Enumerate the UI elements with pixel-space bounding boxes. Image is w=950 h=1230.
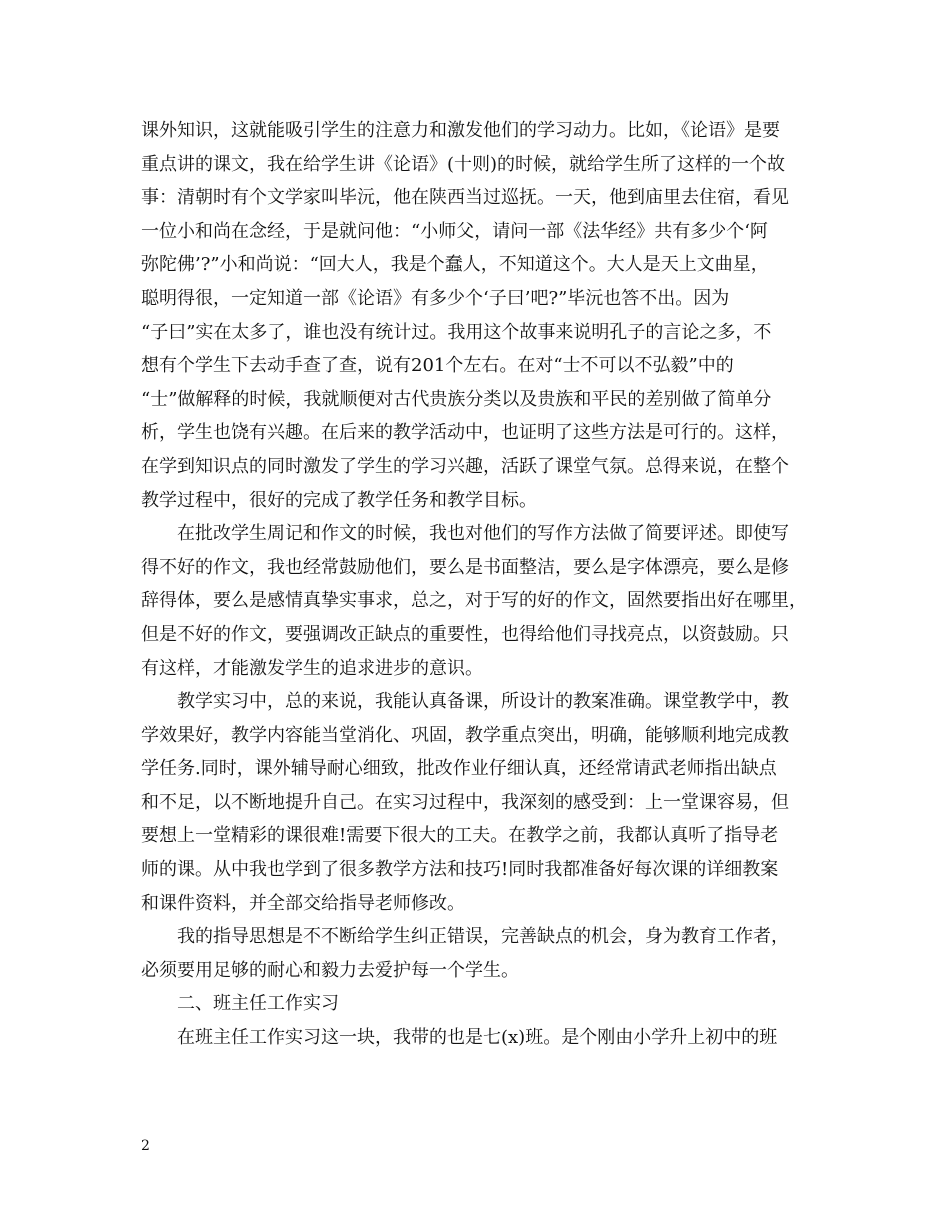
- text-line: 学效果好，教学内容能当堂消化、巩固，教学重点突出，明确，能够顺利地完成教: [141, 724, 789, 746]
- text-line: 在学到知识点的同时激发了学生的学习兴趣，活跃了课堂气氛。总得来说，在整个: [141, 455, 789, 477]
- section-heading: 二、班主任工作实习: [177, 993, 339, 1015]
- text-line: 课外知识，这就能吸引学生的注意力和激发他们的学习动力。比如，《论语》是要: [141, 120, 780, 141]
- text-line-paragraph-start: 教学实习中，总的来说，我能认真备课，所设计的教案准确。课堂教学中，教: [177, 691, 789, 713]
- text-line: 得不好的作文，我也经常鼓励他们，要么是书面整洁，要么是字体漂亮，要么是修: [141, 556, 789, 578]
- text-line: 析，学生也饶有兴趣。在后来的教学活动中，也证明了这些方法是可行的。这样，: [141, 422, 789, 444]
- text-line-paragraph-start: 我的指导思想是不不断给学生纠正错误，完善缺点的机会，身为教育工作者，: [177, 926, 789, 948]
- text-line: 有这样，才能激发学生的追求进步的意识。: [141, 657, 483, 679]
- text-line: 和不足，以不断地提升自己。在实习过程中，我深刻的感受到：上一堂课容易，但: [141, 791, 789, 813]
- text-line: 必须要用足够的耐心和毅力去爱护每一个学生。: [141, 959, 519, 981]
- text-line: 学任务.同时，课外辅导耐心细致，批改作业仔细认真，还经常请武老师指出缺点: [141, 758, 777, 780]
- text-line-paragraph-start: 在批改学生周记和作文的时候，我也对他们的写作方法做了简要评述。即使写: [177, 523, 789, 545]
- text-line: “士”做解释的时候，我就顺便对古代贵族分类以及贵族和平民的差别做了简单分: [141, 388, 772, 410]
- text-line: 但是不好的作文，要强调改正缺点的重要性，也得给他们寻找亮点，以资鼓励。只: [141, 623, 789, 645]
- text-line: 一位小和尚在念经，于是就问他：“小师父，请问一部《法华经》共有多少个‘阿: [141, 220, 768, 242]
- text-line: 重点讲的课文，我在给学生讲《论语》(十则)的时候，就给学生所了这样的一个故: [141, 153, 786, 175]
- document-body: [141, 114, 821, 1055]
- text-line: 和课件资料，并全部交给指导老师修改。: [141, 892, 465, 914]
- text-line: 事：清朝时有个文学家叫毕沅，他在陕西当过巡抚。一天，他到庙里去住宿，看见: [141, 187, 789, 209]
- text-line: 辞得体，要么是感情真挚实事求，总之，对于写的好的作文，固然要指出好在哪里，: [141, 590, 807, 612]
- page-number: 2: [141, 1138, 150, 1154]
- text-line: 想有个学生下去动手查了查，说有201个左右。在对“士不可以不弘毅”中的: [141, 355, 734, 377]
- text-line: 教学过程中，很好的完成了教学任务和教学目标。: [141, 489, 537, 511]
- text-line: 要想上一堂精彩的课很难!需要下很大的工夫。在教学之前，我都认真听了指导老: [141, 825, 779, 847]
- text-line: 师的课。从中我也学到了很多教学方法和技巧!同时我都准备好每次课的详细教案: [141, 859, 779, 881]
- text-line-paragraph-start: 在班主任工作实习这一块，我带的也是七(x)班。是个刚由小学升上初中的班: [177, 1027, 778, 1049]
- text-line: “子曰”实在太多了，谁也没有统计过。我用这个故事来说明孔子的言论之多，不: [141, 321, 772, 343]
- text-line: 弥陀佛’?”小和尚说：“回大人，我是个蠢人，不知道这个。大人是天上文曲星，: [141, 254, 769, 276]
- text-line: 聪明得很，一定知道一部《论语》有多少个‘子曰’吧?”毕沅也答不出。因为: [141, 287, 730, 309]
